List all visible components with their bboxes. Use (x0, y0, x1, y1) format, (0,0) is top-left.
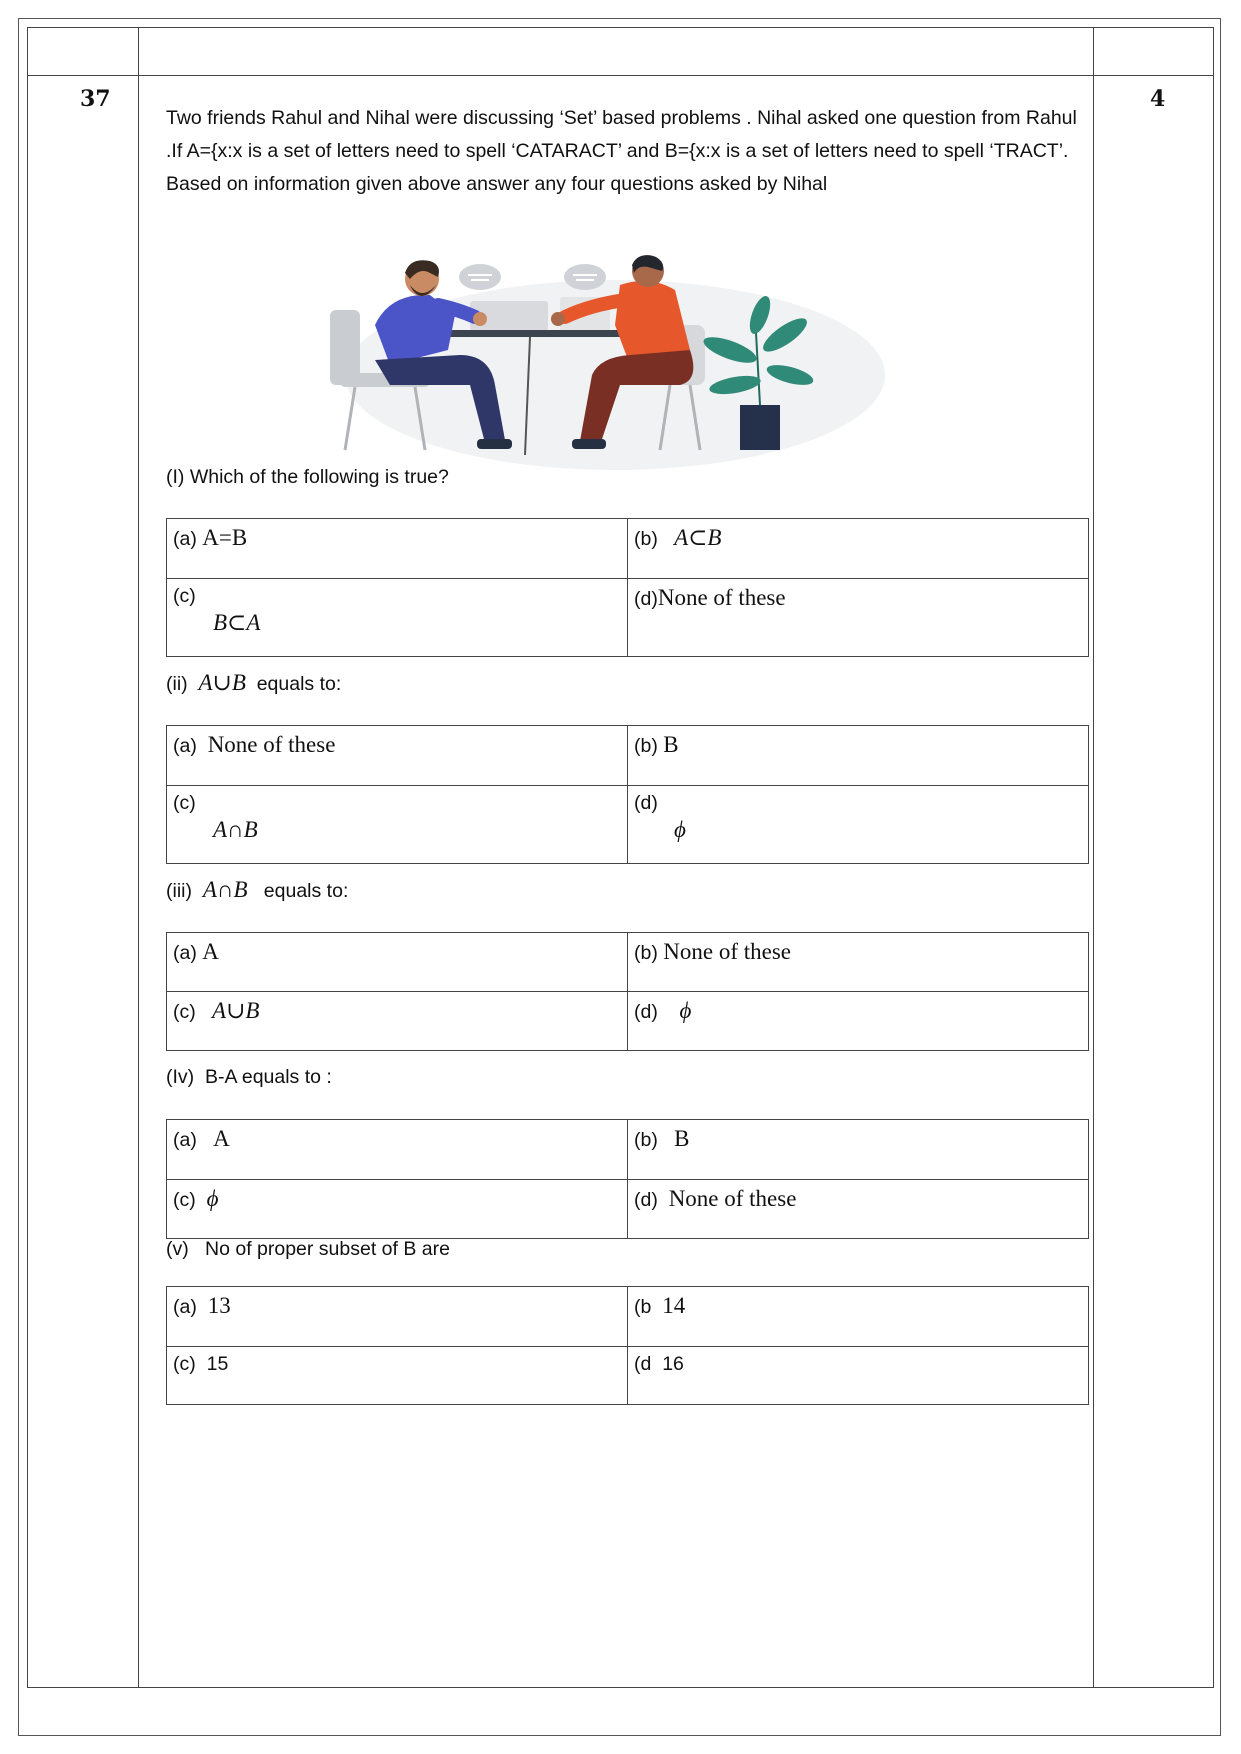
two-friends-discussing-illustration (330, 255, 900, 485)
options-table-4 (166, 1119, 1089, 1239)
option-5c[interactable]: (c) 15 (167, 1347, 628, 1405)
option-2d[interactable]: (d) ϕ (628, 786, 1089, 864)
option-2a[interactable]: (a) None of these (167, 726, 628, 786)
option-3c[interactable]: (c) A∪B (167, 992, 628, 1051)
options-table-3 (166, 932, 1089, 1051)
option-4a[interactable]: (a) A (167, 1120, 628, 1180)
sub-question-5: (v) No of proper subset of B are (166, 1238, 450, 1260)
sub-question-2: (ii) A∪B equals to: (166, 670, 342, 695)
option-5d[interactable]: (d 16 (628, 1347, 1089, 1405)
option-5b[interactable]: (b 14 (628, 1287, 1089, 1347)
option-3b[interactable]: (b) None of these (628, 933, 1089, 992)
question-intro: Two friends Rahul and Nihal were discussing ‘Set’ based problems . Nihal asked one question from Rahul .If A={x:x is a set of letters need to spell ‘CATARACT’ and B={x:x is a set of letters need to spell ‘TRACT’. Based on information given above answer any four questions asked by Nihal (166, 107, 1077, 195)
sub-question-4: (Iv) B-A equals to : (166, 1066, 332, 1088)
options-table-2 (166, 725, 1089, 864)
sub-question-1: (I) Which of the following is true? (166, 466, 449, 488)
options-table-5 (166, 1286, 1089, 1405)
options-table-1 (166, 518, 1089, 657)
option-4b[interactable]: (b) B (628, 1120, 1089, 1180)
header-row-divider (27, 75, 1214, 76)
option-5a[interactable]: (a) 13 (167, 1287, 628, 1347)
option-3d[interactable]: (d) ϕ (628, 992, 1089, 1051)
question-number: 37 (80, 86, 111, 112)
question-marks: 4 (1150, 86, 1166, 112)
sub-question-3: (iii) A∩B equals to: (166, 877, 349, 902)
option-1d[interactable]: (d)None of these (628, 579, 1089, 657)
column-divider-right (1093, 27, 1094, 1688)
option-2b[interactable]: (b) B (628, 726, 1089, 786)
option-3a[interactable]: (a) A (167, 933, 628, 992)
option-1a[interactable]: (a) A=B (167, 519, 628, 579)
column-divider-left (138, 27, 139, 1688)
option-4d[interactable]: (d) None of these (628, 1180, 1089, 1239)
option-2c[interactable]: (c) A∩B (167, 786, 628, 864)
option-4c[interactable]: (c) ϕ (167, 1180, 628, 1239)
option-1b[interactable]: (b) A⊂B (628, 519, 1089, 579)
option-1c[interactable]: (c) B⊂A (167, 579, 628, 657)
